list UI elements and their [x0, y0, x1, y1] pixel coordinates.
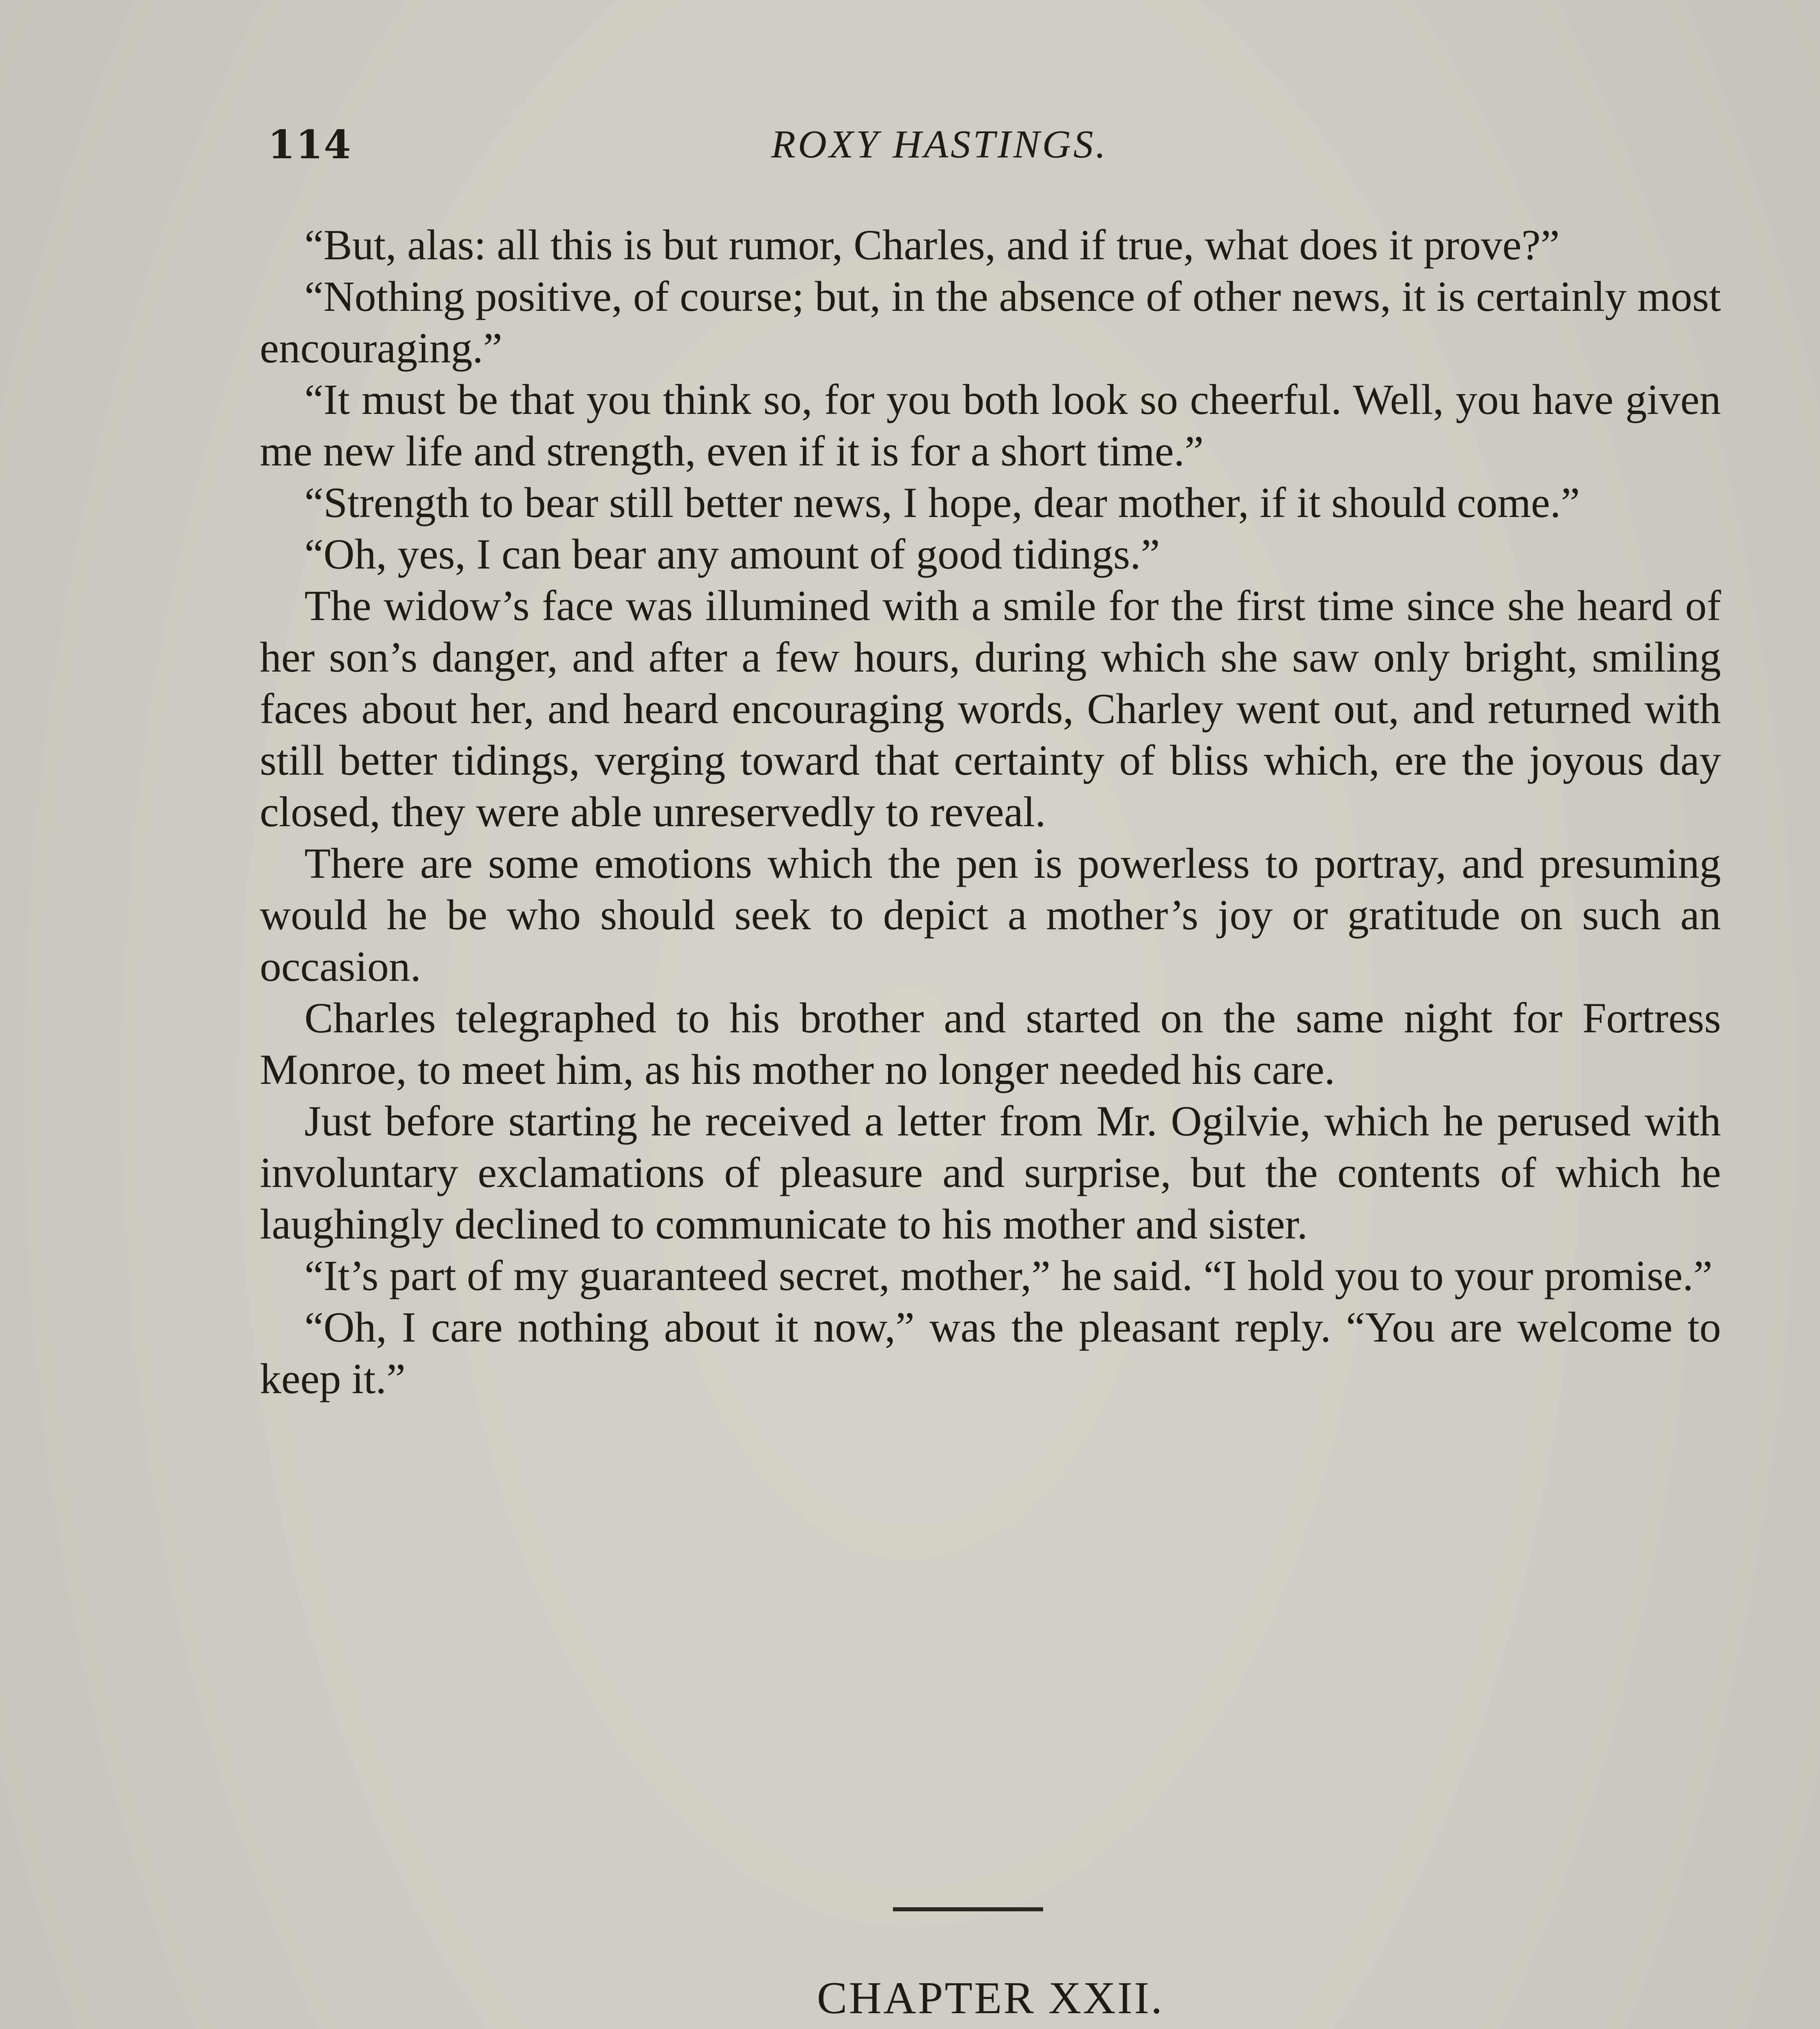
paragraph: Just before starting he received a letter from Mr. Ogilvie, which he perused with involuntary exclamations of pleasure and surprise, but the contents of which he laughingly declined to communicate to his mother and sister.	[260, 1097, 1721, 1248]
section-divider-rule	[893, 1907, 1043, 1911]
paragraph: “Strength to bear still better news, I hope, dear mother, if it should come.”	[304, 479, 1580, 526]
chapter-title: CHAPTER XXII.	[817, 1973, 1164, 2023]
paragraph: “Oh, yes, I can bear any amount of good tidings.”	[304, 530, 1160, 578]
paragraph: “Oh, I care nothing about it now,” was the pleasant reply. “You are welcome to keep it.”	[260, 1303, 1721, 1402]
page-header	[268, 122, 1721, 179]
paragraph: There are some emotions which the pen is powerless to portray, and presuming would he be who should seek to depict a mother’s joy or gratitude on such an occasion.	[260, 840, 1721, 990]
body-text	[260, 219, 1721, 1404]
page-number: 114	[268, 122, 352, 168]
paragraph: “It’s part of my guaranteed secret, mother,” he said. “I hold you to your promise.”	[304, 1252, 1713, 1299]
paragraph: The widow’s face was illumined with a smile for the first time since she heard of her son’s danger, and after a few hours, during which she saw only bright, smiling faces about her, and heard encouraging words, Charley went out, and returned with still better tidings, verging toward that certainty of bliss which, ere the joyous day closed, they were able unreservedly to reveal.	[260, 582, 1721, 836]
paragraph: Charles telegraphed to his brother and started on the same night for Fortress Monroe, to meet him, as his mother no longer needed his care.	[260, 994, 1721, 1093]
paragraph: “It must be that you think so, for you both look so cheerful. Well, you have given me new life and strength, even if it is for a short time.”	[260, 376, 1721, 475]
running-head: ROXY HASTINGS.	[771, 123, 1108, 166]
paragraph: “But, alas: all this is but rumor, Charles, and if true, what does it prove?”	[304, 221, 1560, 269]
paragraph: “Nothing positive, of course; but, in the absence of other news, it is certainly most encouraging.”	[260, 273, 1721, 372]
